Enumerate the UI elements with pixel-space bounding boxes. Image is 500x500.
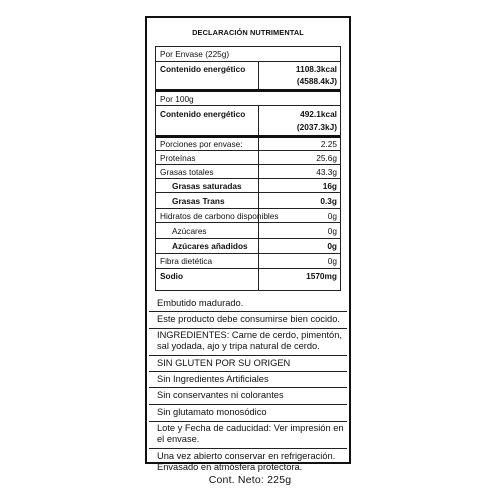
per-100-label: Por 100g xyxy=(160,93,194,104)
lot-expiry-text: Lote y Fecha de caducidad: Ver impresión en el envase. xyxy=(157,423,344,444)
per-100-row xyxy=(156,89,340,105)
nutrient-row: Porciones por envase: 2.25 xyxy=(156,135,340,150)
nutrient-row: Hidratos de carbono disponibles 0g xyxy=(156,208,340,222)
divider xyxy=(149,328,347,329)
nutrient-row: Grasas Trans 0.3g xyxy=(156,192,340,208)
per-container-row xyxy=(156,47,340,61)
energy-container-label: Contenido energético xyxy=(160,64,246,74)
divider xyxy=(149,448,347,449)
nutrient-row: Azúcares 0g xyxy=(156,222,340,238)
nutrient-row: Fibra dietética 0g xyxy=(156,253,340,268)
nutrition-table xyxy=(155,46,341,291)
energy-100-kcal: 492.1kcal xyxy=(300,109,337,119)
energy-100-label: Contenido energético xyxy=(160,109,246,119)
info-line: Sin Ingredientes Artificiales xyxy=(157,374,269,384)
storage-text: Una vez abierto conservar en refrigeración. Envasado en atmósfera protectora. xyxy=(157,451,336,472)
label-title: DECLARACIÓN NUTRIMENTAL xyxy=(192,27,304,37)
ingredients-text: INGREDIENTES: Carne de cerdo, pimentón, sal yodada, ajo y tripa natural de cerdo. xyxy=(157,330,342,351)
energy-100-kj: (2037.3kJ) xyxy=(296,122,337,132)
energy-100-row xyxy=(156,105,340,135)
divider xyxy=(149,387,347,388)
energy-container-kj: (4588.4kJ) xyxy=(296,76,337,86)
net-weight: Cont. Neto: 225g xyxy=(208,474,292,486)
energy-container-kcal: 1108.3kcal xyxy=(295,64,337,74)
divider xyxy=(149,371,347,372)
energy-container-row xyxy=(156,61,340,89)
per-container-label: Por Envase (225g) xyxy=(160,49,230,59)
divider xyxy=(149,355,347,356)
nutrient-row: Grasas saturadas 16g xyxy=(156,178,340,192)
nutrient-row: Grasas totales 43.3g xyxy=(156,164,340,178)
divider xyxy=(149,404,347,405)
nutrient-row: Proteínas 25.6g xyxy=(156,150,340,164)
divider xyxy=(149,421,347,422)
nutrient-row: Azúcares añadidos 0g xyxy=(156,238,340,253)
divider xyxy=(149,311,347,312)
info-line: Sin glutamato monosódico xyxy=(157,407,267,417)
info-line: Embutido madurado. xyxy=(157,298,244,308)
info-line: Este producto debe consumirse bien cocido. xyxy=(157,314,340,324)
nutrient-row: Sodio 1570mg xyxy=(156,268,340,291)
info-line: Sin conservantes ni colorantes xyxy=(157,390,284,400)
info-line: SIN GLUTEN POR SU ORIGEN xyxy=(157,358,291,368)
nutrition-label xyxy=(145,16,351,472)
